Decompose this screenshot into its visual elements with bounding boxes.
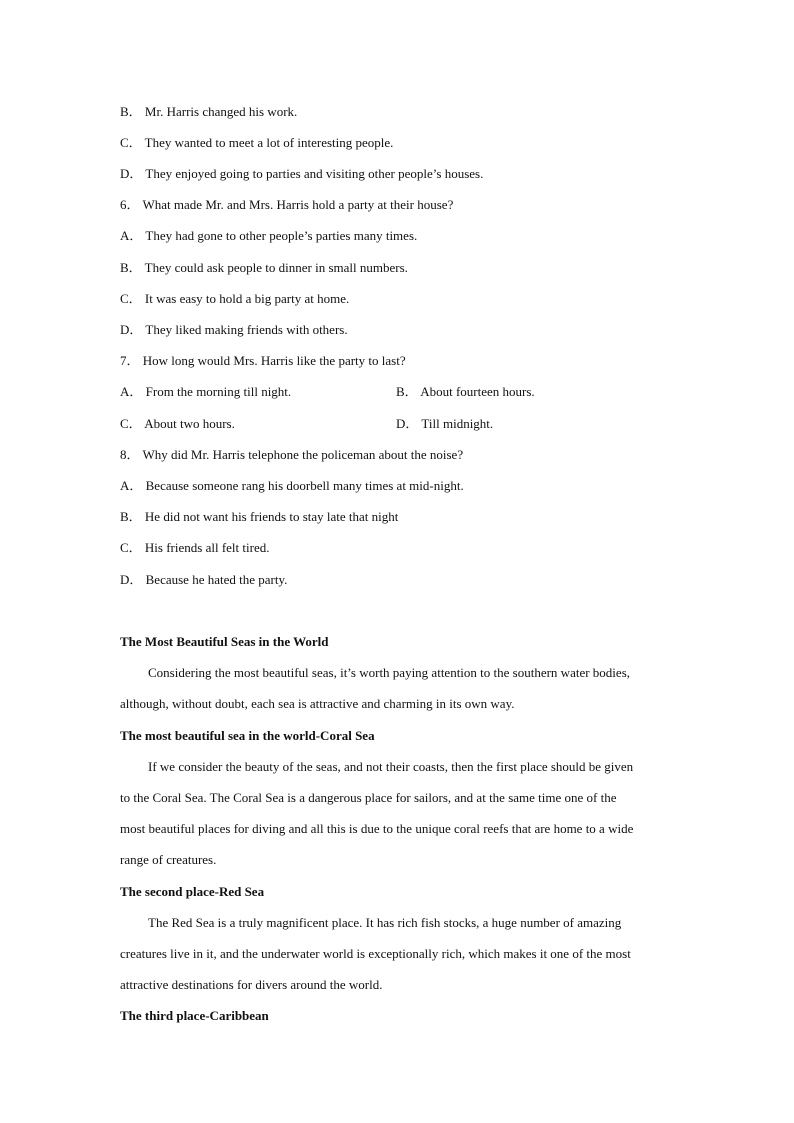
q7-option-a: A． From the morning till night. <box>120 384 292 399</box>
q5-option-c: C． They wanted to meet a lot of interesting people. <box>120 135 394 150</box>
intro-line-2: although, without doubt, each sea is attractive and charming in its own way. <box>120 696 515 711</box>
q8-option-b: B． He did not want his friends to stay late that night <box>120 509 399 524</box>
q8-option-d: D． Because he hated the party. <box>120 572 288 587</box>
coral-sea-line-4: range of creatures. <box>120 852 217 867</box>
q5-option-d: D． They enjoyed going to parties and visiting other people’s houses. <box>120 166 484 181</box>
red-sea-line-3: attractive destinations for divers around the world. <box>120 977 383 992</box>
section-heading-caribbean: The third place-Caribbean <box>120 1008 269 1023</box>
passage-title: The Most Beautiful Seas in the World <box>120 634 329 649</box>
q6-option-c: C． It was easy to hold a big party at home. <box>120 291 350 306</box>
q7-option-c: C． About two hours. <box>120 416 235 431</box>
q8-option-a: A． Because someone rang his doorbell many times at mid-night. <box>120 478 464 493</box>
q5-option-b: B． Mr. Harris changed his work. <box>120 104 298 119</box>
q7-option-b: B． About fourteen hours. <box>396 384 535 399</box>
red-sea-line-1: The Red Sea is a truly magnificent place. It has rich fish stocks, a huge number of amazing <box>148 915 622 930</box>
coral-sea-line-3: most beautiful places for diving and all this is due to the unique coral reefs that are home to a wide <box>120 821 634 836</box>
section-heading-red-sea: The second place-Red Sea <box>120 884 265 899</box>
intro-line-1: Considering the most beautiful seas, it’s worth paying attention to the southern water bodies, <box>148 665 630 680</box>
q6-option-a: A． They had gone to other people’s parties many times. <box>120 228 418 243</box>
q7-option-d: D． Till midnight. <box>396 416 494 431</box>
coral-sea-line-2: to the Coral Sea. The Coral Sea is a dangerous place for sailors, and at the same time one of the <box>120 790 617 805</box>
coral-sea-line-1: If we consider the beauty of the seas, and not their coasts, then the first place should be given <box>148 759 634 774</box>
q6-option-b: B． They could ask people to dinner in small numbers. <box>120 260 408 275</box>
red-sea-line-2: creatures live in it, and the underwater world is exceptionally rich, which makes it one of the most <box>120 946 631 961</box>
q8-option-c: C． His friends all felt tired. <box>120 540 270 555</box>
q6-stem: 6． What made Mr. and Mrs. Harris hold a party at their house? <box>120 197 454 212</box>
q6-option-d: D． They liked making friends with others. <box>120 322 348 337</box>
q7-stem: 7． How long would Mrs. Harris like the party to last? <box>120 353 406 368</box>
section-heading-coral-sea: The most beautiful sea in the world-Coral Sea <box>120 728 375 743</box>
q8-stem: 8． Why did Mr. Harris telephone the policeman about the noise? <box>120 447 464 462</box>
